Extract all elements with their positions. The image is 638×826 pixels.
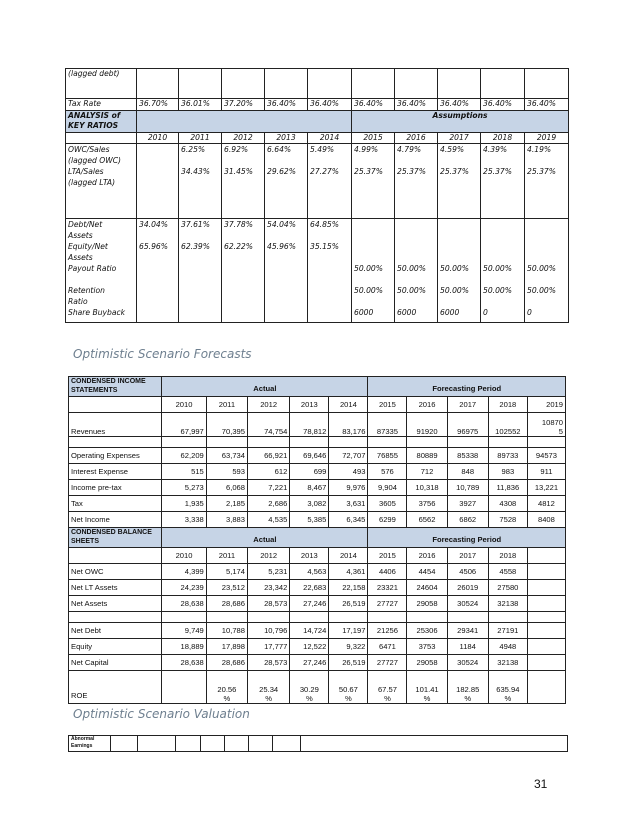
table-cell: 36.40% [308,99,352,111]
owc-lta-row: OWC/Sales (lagged OWC) LTA/Sales (lagged LTA) 6.25% 34.43% 6.92% 31.45% 6.64% 29.62% 5.49% 27.27% 4.99% 25.37% 4.79% 25.37% 4.59% 25.37% 4.39% 25.37% 4.19% 25.37% [66,144,569,219]
year-cell: 2014 [308,132,352,144]
year-cell: 2016 [395,132,438,144]
abnormal-earnings-row [69,736,568,752]
interest-row: Interest Expense 515 593 612 699 493 576 712 848 983 911 [69,464,566,480]
equity-row: Equity 18,889 17,898 17,777 12,522 9,322 6471 3753 1184 4948 [69,639,566,655]
year-row [66,132,569,144]
tax-row: Tax 1,935 2,185 2,686 3,082 3,631 3605 3756 3927 4308 4812 [69,496,566,512]
balance-header-row: CONDENSED BALANCE SHEETS Actual Forecasting Period [69,528,566,548]
revenues-row: Revenues 67,997 70,395 74,754 78,812 83,176 87335 91920 96975 102552 10870 5 [69,413,566,437]
year-cell: 2012 [222,132,265,144]
net-owc-row: Net OWC 4,399 5,174 5,231 4,563 4,361 4406 4454 4506 4558 [69,564,566,580]
opex-row: Operating Expenses 62,209 63,734 66,921 69,646 72,707 76855 80889 85338 89733 94573 [69,448,566,464]
year-row: 2010 2011 2012 2013 2014 2015 2016 2017 2018 2019 [69,397,566,413]
table-cell: 36.40% [265,99,308,111]
forecasting-header: Forecasting Period [368,377,566,397]
analysis-header-label: ANALYSIS of KEY RATIOS [66,110,137,132]
net-debt-row: Net Debt 9,749 10,788 10,796 14,724 17,197 21256 25306 29341 27191 [69,623,566,639]
pretax-row: Income pre-tax 5,273 6,068 7,221 8,467 9,976 9,904 10,318 10,789 11,836 13,221 [69,480,566,496]
net-income-row: Net Income 3,338 3,883 4,535 5,385 6,345 6299 6562 6862 7528 8408 [69,512,566,528]
year-row: 2010 2011 2012 2013 2014 2015 2016 2017 2018 [69,548,566,564]
year-cell: 2015 [352,132,395,144]
lagged-debt-row [66,69,569,99]
page-number: 31 [534,777,548,791]
actual-header: Actual [162,377,368,397]
net-capital-row: Net Capital 28,638 28,686 28,573 27,246 26,519 27727 29058 30524 32138 [69,655,566,671]
valuation-table [68,735,568,752]
row-label: (lagged debt) [66,69,137,99]
table-cell: 36.40% [481,99,525,111]
year-cell: 2013 [265,132,308,144]
forecasts-title: Optimistic Scenario Forecasts [73,347,252,361]
roe-row: ROE 20.56 % 25.34 % 30.29 % 50.67 % 67.57 % 101.41 % 182.85 % 635.94 % [69,671,566,704]
row-label: Tax Rate [66,99,137,111]
net-assets-row: Net Assets 28,638 28,686 28,573 27,246 26,519 27727 29058 30524 32138 [69,596,566,612]
year-cell: 2017 [438,132,481,144]
table-cell: 37.20% [222,99,265,111]
forecasts-table [68,376,566,704]
capital-structure-row: Debt/Net Assets Equity/Net Assets Payout Ratio Retention Ratio Share Buyback 34.04% 65.96% 37.61% 62.39% 37.78% 62.22% 54.04% 45.96% 64.85% 35.15% 50.00% 50.00% 6000 50.00% 50.00% 6000 50.00% 50.00% 6000 50.00% 50.00% 0 50.00% 50.00% 0 [66,219,569,323]
table-cell: 36.01% [179,99,222,111]
year-cell: 2011 [179,132,222,144]
key-ratios-table [65,68,569,323]
assumptions-header: Assumptions [352,110,569,132]
capital-structure-labels: Debt/Net Assets Equity/Net Assets Payout Ratio Retention Ratio Share Buyback [66,219,137,323]
table-cell: 36.70% [137,99,179,111]
tax-rate-row [66,99,569,111]
table-cell: 36.40% [438,99,481,111]
year-cell: 2010 [137,132,179,144]
balance-sheet-header: CONDENSED BALANCE SHEETS [69,528,162,548]
analysis-header-row [66,110,569,132]
income-header-row [69,377,566,397]
table-cell: 36.40% [525,99,569,111]
valuation-title: Optimistic Scenario Valuation [73,707,250,721]
net-lta-row: Net LT Assets 24,239 23,512 23,342 22,683 22,158 23321 24604 26019 27580 [69,580,566,596]
year-cell: 2018 [481,132,525,144]
year-cell: 2019 [525,132,569,144]
owc-lta-label: OWC/Sales (lagged OWC) LTA/Sales (lagged LTA) [66,144,137,219]
abnormal-earnings-label: Abnormal Earnings [69,736,111,752]
table-cell: 36.40% [395,99,438,111]
table-cell: 36.40% [352,99,395,111]
income-statement-header: CONDENSED INCOME STATEMENTS [69,377,162,397]
